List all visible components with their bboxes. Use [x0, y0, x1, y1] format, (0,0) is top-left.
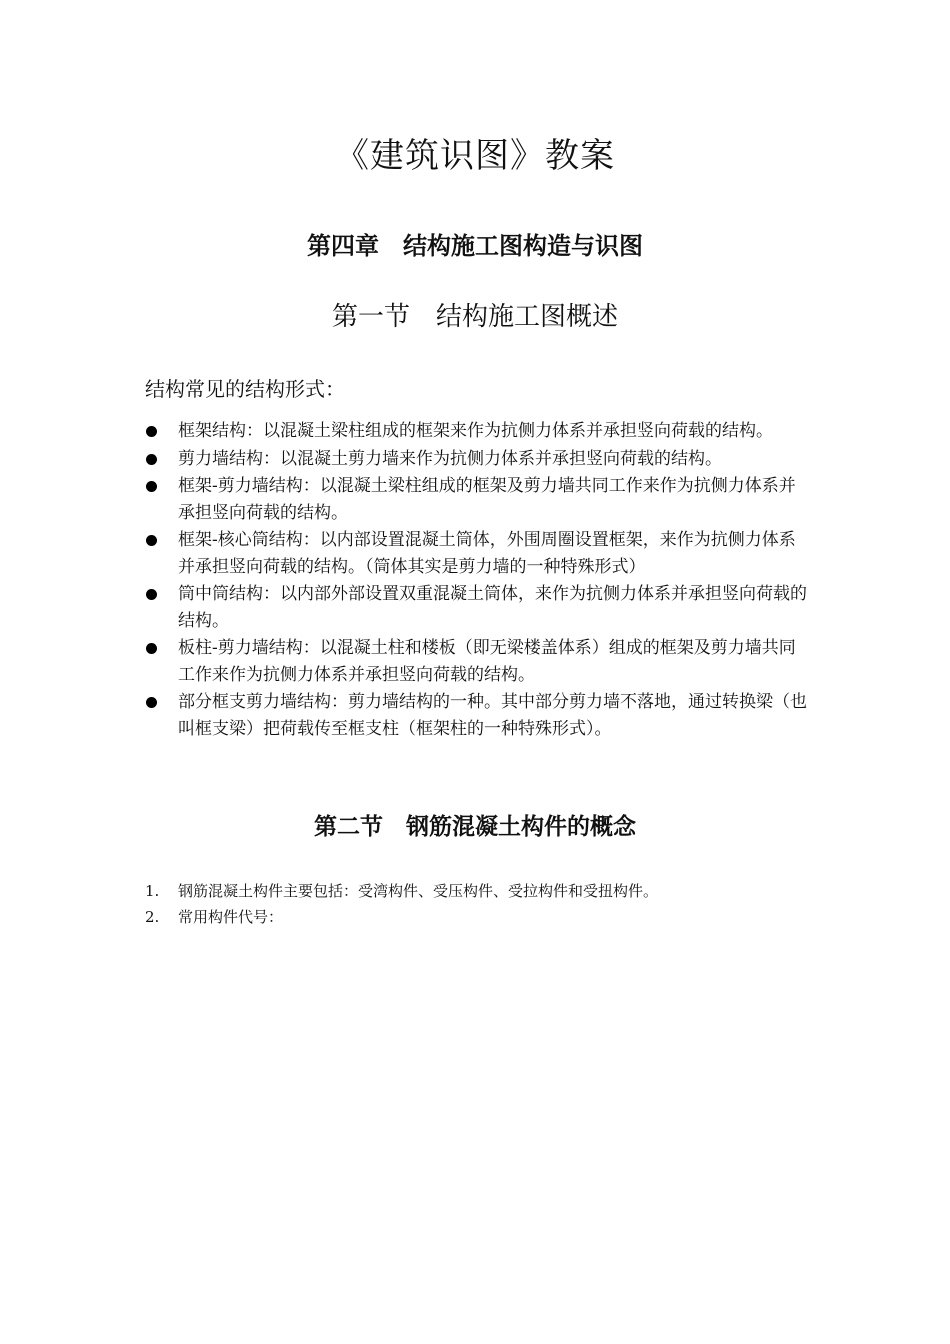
bullet-icon: [146, 643, 157, 654]
bullet-icon: [146, 454, 157, 465]
list-item-text: 框架结构：以混凝土梁柱组成的框架来作为抗侧力体系并承担竖向荷载的结构。: [178, 421, 773, 441]
section-1-title: 第一节 结构施工图概述: [331, 302, 618, 332]
list-item-text: 部分框支剪力墙结构：剪力墙结构的一种。其中部分剪力墙不落地，通过转换梁（也叫框支梁）把荷载传至框支柱（框架柱的一种特殊形式）。: [178, 692, 807, 739]
bullet-icon: [146, 535, 157, 546]
list-item-text: 框架-核心筒结构：以内部设置混凝土筒体，外围周圈设置框架，来作为抗侧力体系并承担竖向荷载的结构。（筒体其实是剪力墙的一种特殊形式）: [178, 530, 796, 577]
list-item-text: 筒中筒结构：以内部外部设置双重混凝土筒体，来作为抗侧力体系并承担竖向荷载的结构。: [178, 584, 807, 631]
list-item-text: 剪力墙结构：以混凝土剪力墙来作为抗侧力体系并承担竖向荷载的结构。: [178, 448, 722, 469]
list-item: [145, 446, 810, 473]
section-2-title: 第二节 钢筋混凝土构件的概念: [314, 814, 636, 840]
list-item: [145, 635, 810, 688]
list-item: [145, 418, 810, 445]
list-item: [145, 527, 810, 580]
component-list: [145, 878, 810, 930]
list-number: 1.: [145, 882, 160, 900]
list-item-text: 钢筋混凝土构件主要包括：受湾构件、受压构件、受拉构件和受扭构件。: [178, 882, 659, 900]
bullet-icon: [146, 589, 157, 600]
list-item: [145, 581, 810, 634]
list-number: 2.: [145, 908, 160, 926]
list-item: [145, 689, 810, 742]
chapter-title: 第四章 结构施工图构造与识图: [307, 232, 643, 260]
section-1-intro: 结构常见的结构形式：: [145, 377, 345, 401]
list-item-text: 板柱-剪力墙结构：以混凝土柱和楼板（即无梁楼盖体系）组成的框架及剪力墙共同工作来作为抗侧力体系并承担竖向荷载的结构。: [178, 638, 796, 685]
list-item: [145, 904, 810, 930]
document-title: 《建筑识图》教案: [335, 136, 615, 176]
structure-form-list: [145, 418, 810, 743]
bullet-icon: [146, 697, 157, 708]
bullet-icon: [146, 481, 157, 492]
list-item: [145, 473, 810, 526]
list-item: [145, 878, 810, 904]
bullet-icon: [146, 426, 157, 437]
list-item-text: 框架-剪力墙结构：以混凝土梁柱组成的框架及剪力墙共同工作来作为抗侧力体系并承担竖向荷载的结构。: [178, 476, 796, 523]
list-item-text: 常用构件代号：: [178, 908, 284, 926]
